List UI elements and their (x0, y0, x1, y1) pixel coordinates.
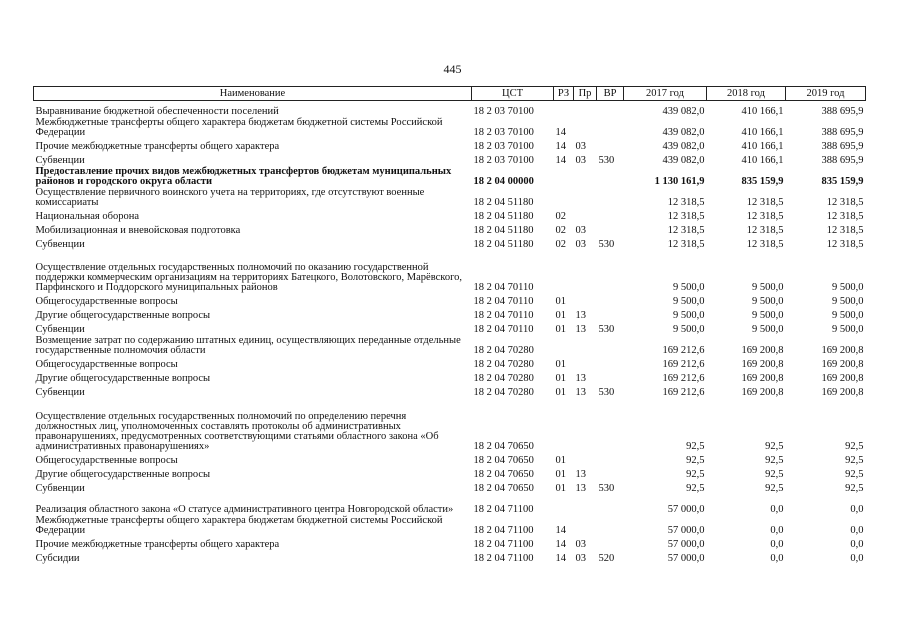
pr-cell: 03 (575, 141, 586, 152)
cst-cell: 18 2 04 51180 (473, 225, 534, 236)
cst-cell: 18 2 04 70110 (473, 282, 534, 293)
header-2019: 2019 год (786, 87, 866, 101)
value-2018-cell: 9 500,0 (752, 324, 784, 335)
vr-cell: 520 (598, 553, 615, 564)
name-cell: Субвенции (35, 483, 85, 494)
value-2018-cell: 0,0 (770, 553, 784, 564)
cst-cell: 18 2 04 51180 (473, 211, 534, 222)
pr-cell (574, 494, 597, 515)
table-row (34, 293, 866, 307)
table-row (34, 307, 866, 321)
name-cell: Прочие межбюджетные трансферты общего характера (35, 141, 280, 152)
value-2019-cell: 169 200,8 (821, 345, 864, 356)
value-2017-cell: 439 082,0 (662, 155, 705, 166)
value-2019-cell: 12 318,5 (826, 225, 864, 236)
value-2017-cell: 439 082,0 (662, 106, 705, 117)
vr-cell (597, 398, 624, 452)
pr-cell (574, 117, 597, 138)
rz-cell: 01 (555, 296, 566, 307)
value-2017-cell: 169 212,6 (662, 373, 705, 384)
pr-cell (574, 250, 597, 293)
cst-cell: 18 2 04 70650 (473, 469, 534, 480)
rz-cell: 01 (555, 483, 566, 494)
pr-cell (574, 293, 597, 307)
cst-cell: 18 2 04 70280 (473, 359, 534, 370)
table-row (34, 321, 866, 335)
name-cell: Мобилизационная и вневойсковая подготовка (35, 225, 241, 236)
table-header-row (34, 87, 866, 101)
cst-cell: 18 2 04 70280 (473, 387, 534, 398)
table-row (34, 494, 866, 515)
cst-cell: 18 2 04 70280 (473, 373, 534, 384)
cst-cell: 18 2 04 71100 (473, 539, 534, 550)
rz-cell (554, 494, 574, 515)
header-vr: ВР (597, 87, 624, 101)
rz-cell: 01 (555, 469, 566, 480)
value-2019-cell: 0,0 (850, 525, 864, 536)
cst-cell: 18 2 04 71100 (473, 525, 534, 536)
pr-cell (574, 398, 597, 452)
vr-cell (597, 293, 624, 307)
pr-cell (574, 208, 597, 222)
value-2018-cell: 12 318,5 (746, 211, 784, 222)
vr-cell (597, 208, 624, 222)
rz-cell: 02 (555, 225, 566, 236)
pr-cell: 03 (575, 155, 586, 166)
value-2017-cell: 9 500,0 (673, 324, 705, 335)
value-2017-cell: 92,5 (686, 483, 705, 494)
value-2019-cell: 388 695,9 (821, 127, 864, 138)
name-cell: Межбюджетные трансферты общего характера бюджетам бюджетной системы Российской Федерации (35, 515, 443, 536)
value-2019-cell: 0,0 (850, 553, 864, 564)
value-2017-cell: 1 130 161,9 (654, 176, 705, 187)
value-2017-cell: 169 212,6 (662, 387, 705, 398)
header-cst: ЦСТ (472, 87, 554, 101)
table-row (34, 452, 866, 466)
table-row (34, 536, 866, 550)
pr-cell (574, 166, 597, 187)
vr-cell (597, 222, 624, 236)
rz-cell: 14 (555, 553, 566, 564)
table-row (34, 480, 866, 494)
value-2019-cell: 12 318,5 (826, 239, 864, 250)
name-cell: Субвенции (35, 324, 85, 335)
cst-cell: 18 2 04 00000 (473, 176, 534, 187)
value-2018-cell: 9 500,0 (752, 296, 784, 307)
value-2019-cell: 9 500,0 (832, 310, 864, 321)
value-2017-cell: 9 500,0 (673, 282, 705, 293)
value-2017-cell: 169 212,6 (662, 345, 705, 356)
vr-cell (597, 138, 624, 152)
value-2017-cell: 439 082,0 (662, 141, 705, 152)
value-2018-cell: 835 159,9 (741, 176, 784, 187)
pr-cell: 13 (575, 324, 586, 335)
value-2019-cell: 92,5 (845, 455, 864, 466)
table-row (34, 138, 866, 152)
value-2019-cell: 169 200,8 (821, 373, 864, 384)
value-2017-cell: 92,5 (686, 469, 705, 480)
pr-cell (574, 187, 597, 208)
value-2017-cell: 57 000,0 (667, 553, 705, 564)
vr-cell: 530 (598, 387, 615, 398)
vr-cell: 530 (598, 155, 615, 166)
cst-cell: 18 2 03 70100 (473, 155, 534, 166)
value-2017-cell: 9 500,0 (673, 310, 705, 321)
header-2018: 2018 год (707, 87, 786, 101)
name-cell: Общегосударственные вопросы (35, 296, 178, 307)
cst-cell: 18 2 04 70650 (473, 483, 534, 494)
table-row (34, 208, 866, 222)
pr-cell: 03 (575, 553, 586, 564)
rz-cell: 14 (555, 525, 566, 536)
rz-cell: 14 (555, 155, 566, 166)
table-row (34, 335, 866, 356)
name-cell: Субвенции (35, 239, 85, 250)
name-cell: Реализация областного закона «О статусе административного центра Новгородской области» (35, 504, 454, 515)
vr-cell (597, 356, 624, 370)
table-row (34, 250, 866, 293)
name-cell: Выравнивание бюджетной обеспеченности поселений (35, 106, 279, 117)
name-cell: Осуществление первичного воинского учета на территориях, где отсутствуют военные комиссариаты (35, 187, 425, 208)
value-2018-cell: 92,5 (765, 455, 784, 466)
table-row (34, 187, 866, 208)
value-2018-cell: 0,0 (770, 539, 784, 550)
value-2018-cell: 410 166,1 (741, 127, 784, 138)
rz-cell: 01 (555, 373, 566, 384)
name-cell: Национальная оборона (35, 211, 139, 222)
value-2019-cell: 9 500,0 (832, 296, 864, 307)
vr-cell (597, 494, 624, 515)
value-2019-cell: 388 695,9 (821, 106, 864, 117)
value-2017-cell: 57 000,0 (667, 504, 705, 515)
table-row (34, 152, 866, 166)
value-2018-cell: 169 200,8 (741, 359, 784, 370)
rz-cell: 01 (555, 310, 566, 321)
vr-cell (597, 307, 624, 321)
cst-cell: 18 2 04 70650 (473, 441, 534, 452)
rz-cell (554, 398, 574, 452)
pr-cell (574, 515, 597, 536)
value-2017-cell: 57 000,0 (667, 525, 705, 536)
table-row (34, 222, 866, 236)
vr-cell: 530 (598, 324, 615, 335)
rz-cell (554, 166, 574, 187)
rz-cell (554, 250, 574, 293)
name-cell: Осуществление отдельных государственных полномочий по оказанию государственной поддержки коммерческим организациям на территориях Батецкого, Волотовского, Марёвского, Парфинского и Поддорского муниципальных районов (35, 262, 463, 293)
name-cell: Другие общегосударственные вопросы (35, 469, 211, 480)
name-cell: Осуществление отдельных государственных полномочий по определению перечня должностных лиц, уполномоченных составлять протоколы об административных правонарушениях, предусмотренных соответствующими статьями областного закона «Об административных правонарушениях» (35, 411, 439, 452)
vr-cell: 530 (598, 239, 615, 250)
cst-cell: 18 2 04 70650 (473, 455, 534, 466)
value-2018-cell: 9 500,0 (752, 282, 784, 293)
header-2017: 2017 год (624, 87, 707, 101)
table-row (34, 356, 866, 370)
value-2017-cell: 12 318,5 (667, 211, 705, 222)
value-2019-cell: 92,5 (845, 483, 864, 494)
pr-cell: 03 (575, 239, 586, 250)
table-row (34, 466, 866, 480)
value-2018-cell: 0,0 (770, 525, 784, 536)
value-2019-cell: 9 500,0 (832, 324, 864, 335)
vr-cell (597, 370, 624, 384)
value-2019-cell: 9 500,0 (832, 282, 864, 293)
table-row (34, 398, 866, 452)
value-2019-cell: 12 318,5 (826, 211, 864, 222)
name-cell: Возмещение затрат по содержанию штатных единиц, осуществляющих переданные отдельные государственные полномочия области (35, 335, 461, 356)
value-2018-cell: 410 166,1 (741, 141, 784, 152)
header-name: Наименование (34, 87, 472, 101)
vr-cell (597, 536, 624, 550)
table-body (34, 101, 866, 565)
value-2019-cell: 0,0 (850, 504, 864, 515)
rz-cell (554, 187, 574, 208)
value-2018-cell: 12 318,5 (746, 197, 784, 208)
value-2017-cell: 92,5 (686, 441, 705, 452)
name-cell: Общегосударственные вопросы (35, 455, 178, 466)
rz-cell: 14 (555, 141, 566, 152)
rz-cell: 14 (555, 127, 566, 138)
value-2018-cell: 92,5 (765, 441, 784, 452)
pr-cell: 03 (575, 225, 586, 236)
rz-cell: 02 (555, 211, 566, 222)
vr-cell (597, 466, 624, 480)
value-2019-cell: 169 200,8 (821, 387, 864, 398)
vr-cell (597, 101, 624, 118)
name-cell: Прочие межбюджетные трансферты общего характера (35, 539, 280, 550)
value-2018-cell: 92,5 (765, 483, 784, 494)
value-2018-cell: 410 166,1 (741, 155, 784, 166)
name-cell: Предоставление прочих видов межбюджетных трансфертов бюджетам муниципальных районов и городского округа области (35, 166, 452, 187)
value-2017-cell: 92,5 (686, 455, 705, 466)
name-cell: Субсидии (35, 553, 80, 564)
value-2018-cell: 169 200,8 (741, 345, 784, 356)
name-cell: Другие общегосударственные вопросы (35, 373, 211, 384)
value-2019-cell: 169 200,8 (821, 359, 864, 370)
pr-cell (574, 452, 597, 466)
name-cell: Субвенции (35, 155, 85, 166)
cst-cell: 18 2 03 70100 (473, 127, 534, 138)
value-2017-cell: 12 318,5 (667, 225, 705, 236)
vr-cell (597, 166, 624, 187)
pr-cell (574, 356, 597, 370)
pr-cell: 13 (575, 387, 586, 398)
value-2019-cell: 0,0 (850, 539, 864, 550)
cst-cell: 18 2 04 70110 (473, 324, 534, 335)
table-row (34, 117, 866, 138)
vr-cell (597, 335, 624, 356)
cst-cell: 18 2 04 70110 (473, 310, 534, 321)
cst-cell: 18 2 04 51180 (473, 239, 534, 250)
value-2018-cell: 410 166,1 (741, 106, 784, 117)
value-2017-cell: 439 082,0 (662, 127, 705, 138)
name-cell: Межбюджетные трансферты общего характера бюджетам бюджетной системы Российской Федерации (35, 117, 443, 138)
value-2018-cell: 92,5 (765, 469, 784, 480)
header-rz: РЗ (554, 87, 574, 101)
value-2019-cell: 388 695,9 (821, 155, 864, 166)
rz-cell: 01 (555, 455, 566, 466)
name-cell: Субвенции (35, 387, 85, 398)
table-row (34, 370, 866, 384)
name-cell: Другие общегосударственные вопросы (35, 310, 211, 321)
budget-table (33, 86, 866, 564)
value-2018-cell: 9 500,0 (752, 310, 784, 321)
vr-cell (597, 250, 624, 293)
pr-cell: 03 (575, 539, 586, 550)
rz-cell (554, 335, 574, 356)
pr-cell (574, 335, 597, 356)
pr-cell: 13 (575, 483, 586, 494)
vr-cell (597, 515, 624, 536)
value-2017-cell: 169 212,6 (662, 359, 705, 370)
vr-cell (597, 117, 624, 138)
pr-cell: 13 (575, 373, 586, 384)
rz-cell: 02 (555, 239, 566, 250)
vr-cell: 530 (598, 483, 615, 494)
rz-cell: 14 (555, 539, 566, 550)
value-2018-cell: 12 318,5 (746, 239, 784, 250)
rz-cell: 01 (555, 387, 566, 398)
value-2017-cell: 57 000,0 (667, 539, 705, 550)
value-2017-cell: 12 318,5 (667, 197, 705, 208)
table-row (34, 101, 866, 118)
page-number: 445 (443, 62, 462, 76)
cst-cell: 18 2 04 70110 (473, 296, 534, 307)
value-2018-cell: 0,0 (770, 504, 784, 515)
value-2019-cell: 388 695,9 (821, 141, 864, 152)
vr-cell (597, 452, 624, 466)
value-2019-cell: 835 159,9 (821, 176, 864, 187)
cst-cell: 18 2 04 71100 (473, 504, 534, 515)
cst-cell: 18 2 04 70280 (473, 345, 534, 356)
rz-cell (554, 101, 574, 118)
cst-cell: 18 2 03 70100 (473, 106, 534, 117)
table-row (34, 384, 866, 398)
cst-cell: 18 2 03 70100 (473, 141, 534, 152)
rz-cell: 01 (555, 359, 566, 370)
cst-cell: 18 2 04 71100 (473, 553, 534, 564)
value-2018-cell: 169 200,8 (741, 373, 784, 384)
table-row (34, 236, 866, 250)
value-2018-cell: 169 200,8 (741, 387, 784, 398)
table-row (34, 515, 866, 536)
rz-cell: 01 (555, 324, 566, 335)
name-cell: Общегосударственные вопросы (35, 359, 178, 370)
table-row (34, 166, 866, 187)
value-2018-cell: 12 318,5 (746, 225, 784, 236)
table-row (34, 550, 866, 564)
pr-cell (574, 101, 597, 118)
header-pr: Пр (574, 87, 597, 101)
pr-cell: 13 (575, 310, 586, 321)
value-2017-cell: 12 318,5 (667, 239, 705, 250)
value-2019-cell: 12 318,5 (826, 197, 864, 208)
cst-cell: 18 2 04 51180 (473, 197, 534, 208)
value-2019-cell: 92,5 (845, 441, 864, 452)
pr-cell: 13 (575, 469, 586, 480)
vr-cell (597, 187, 624, 208)
value-2017-cell: 9 500,0 (673, 296, 705, 307)
value-2019-cell: 92,5 (845, 469, 864, 480)
